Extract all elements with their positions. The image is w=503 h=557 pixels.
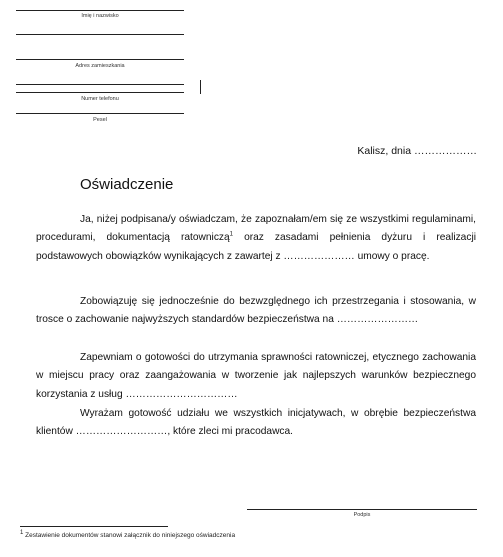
signature-label: Podpis — [353, 512, 371, 518]
footnote-text: Zestawienie dokumentów stanowi załącznik do niniejszego oświadczenia — [23, 532, 236, 539]
paragraph-1-text-cont: oraz zasadami pełnienia dyżuru i realizacji podstawowych obowiązków wynikających z zawartej z ………………… umowy o pracę. — [36, 232, 476, 262]
footnote — [20, 529, 236, 539]
paragraph-4-text: Wyrażam gotowość udziału we wszystkich inicjatywach, w obrębie bezpieczeństwa klientów ………………………, które zleci mi pracodawca. — [36, 408, 476, 438]
place-date: Kalisz, dnia ……………… — [357, 145, 477, 157]
address-line — [16, 59, 184, 60]
text-cursor — [200, 80, 201, 94]
paragraph-2-text: Zobowiązuję się jednocześnie do bezwzględnego ich przestrzegania i stosowania, w trosce o zachowanie najwyższych standardów bezpieczeństwa na …………………… — [36, 296, 476, 326]
footnote-reference: 1 — [229, 232, 234, 239]
paragraph-declaration — [36, 211, 476, 266]
paragraph-3-text: Zapewniam o gotowości do utrzymania sprawności ratowniczej, etycznego zachowania w miejscu pracy oraz zaangażowania w tworzenie jak najlepszych warunków bezpiecznego korzystania z usług …………………………… — [36, 352, 476, 400]
phone-line — [16, 92, 184, 93]
pesel-line — [16, 113, 184, 114]
paragraph-1-text: Ja, niżej podpisana/y oświadczam, że zapoznałam/em się ze wszystkimi regulaminami, procedurami, dokumentacją ratowniczą — [36, 214, 476, 244]
name-value-line — [16, 34, 184, 35]
paragraph-readiness — [36, 349, 476, 404]
name-line — [16, 10, 184, 11]
footnote-rule — [20, 526, 168, 527]
address-value-line — [16, 84, 184, 85]
footnote-marker: 1 — [20, 529, 24, 536]
signature-line — [247, 509, 477, 510]
address-label: Adres zamieszkania — [75, 63, 125, 69]
phone-label: Numer telefonu — [81, 96, 119, 102]
pesel-label: Pesel — [93, 117, 107, 123]
document-title: Oświadczenie — [80, 176, 174, 193]
paragraph-obligation — [36, 293, 476, 330]
name-label: Imię i nazwisko — [81, 13, 119, 19]
paragraph-initiatives — [36, 405, 476, 442]
